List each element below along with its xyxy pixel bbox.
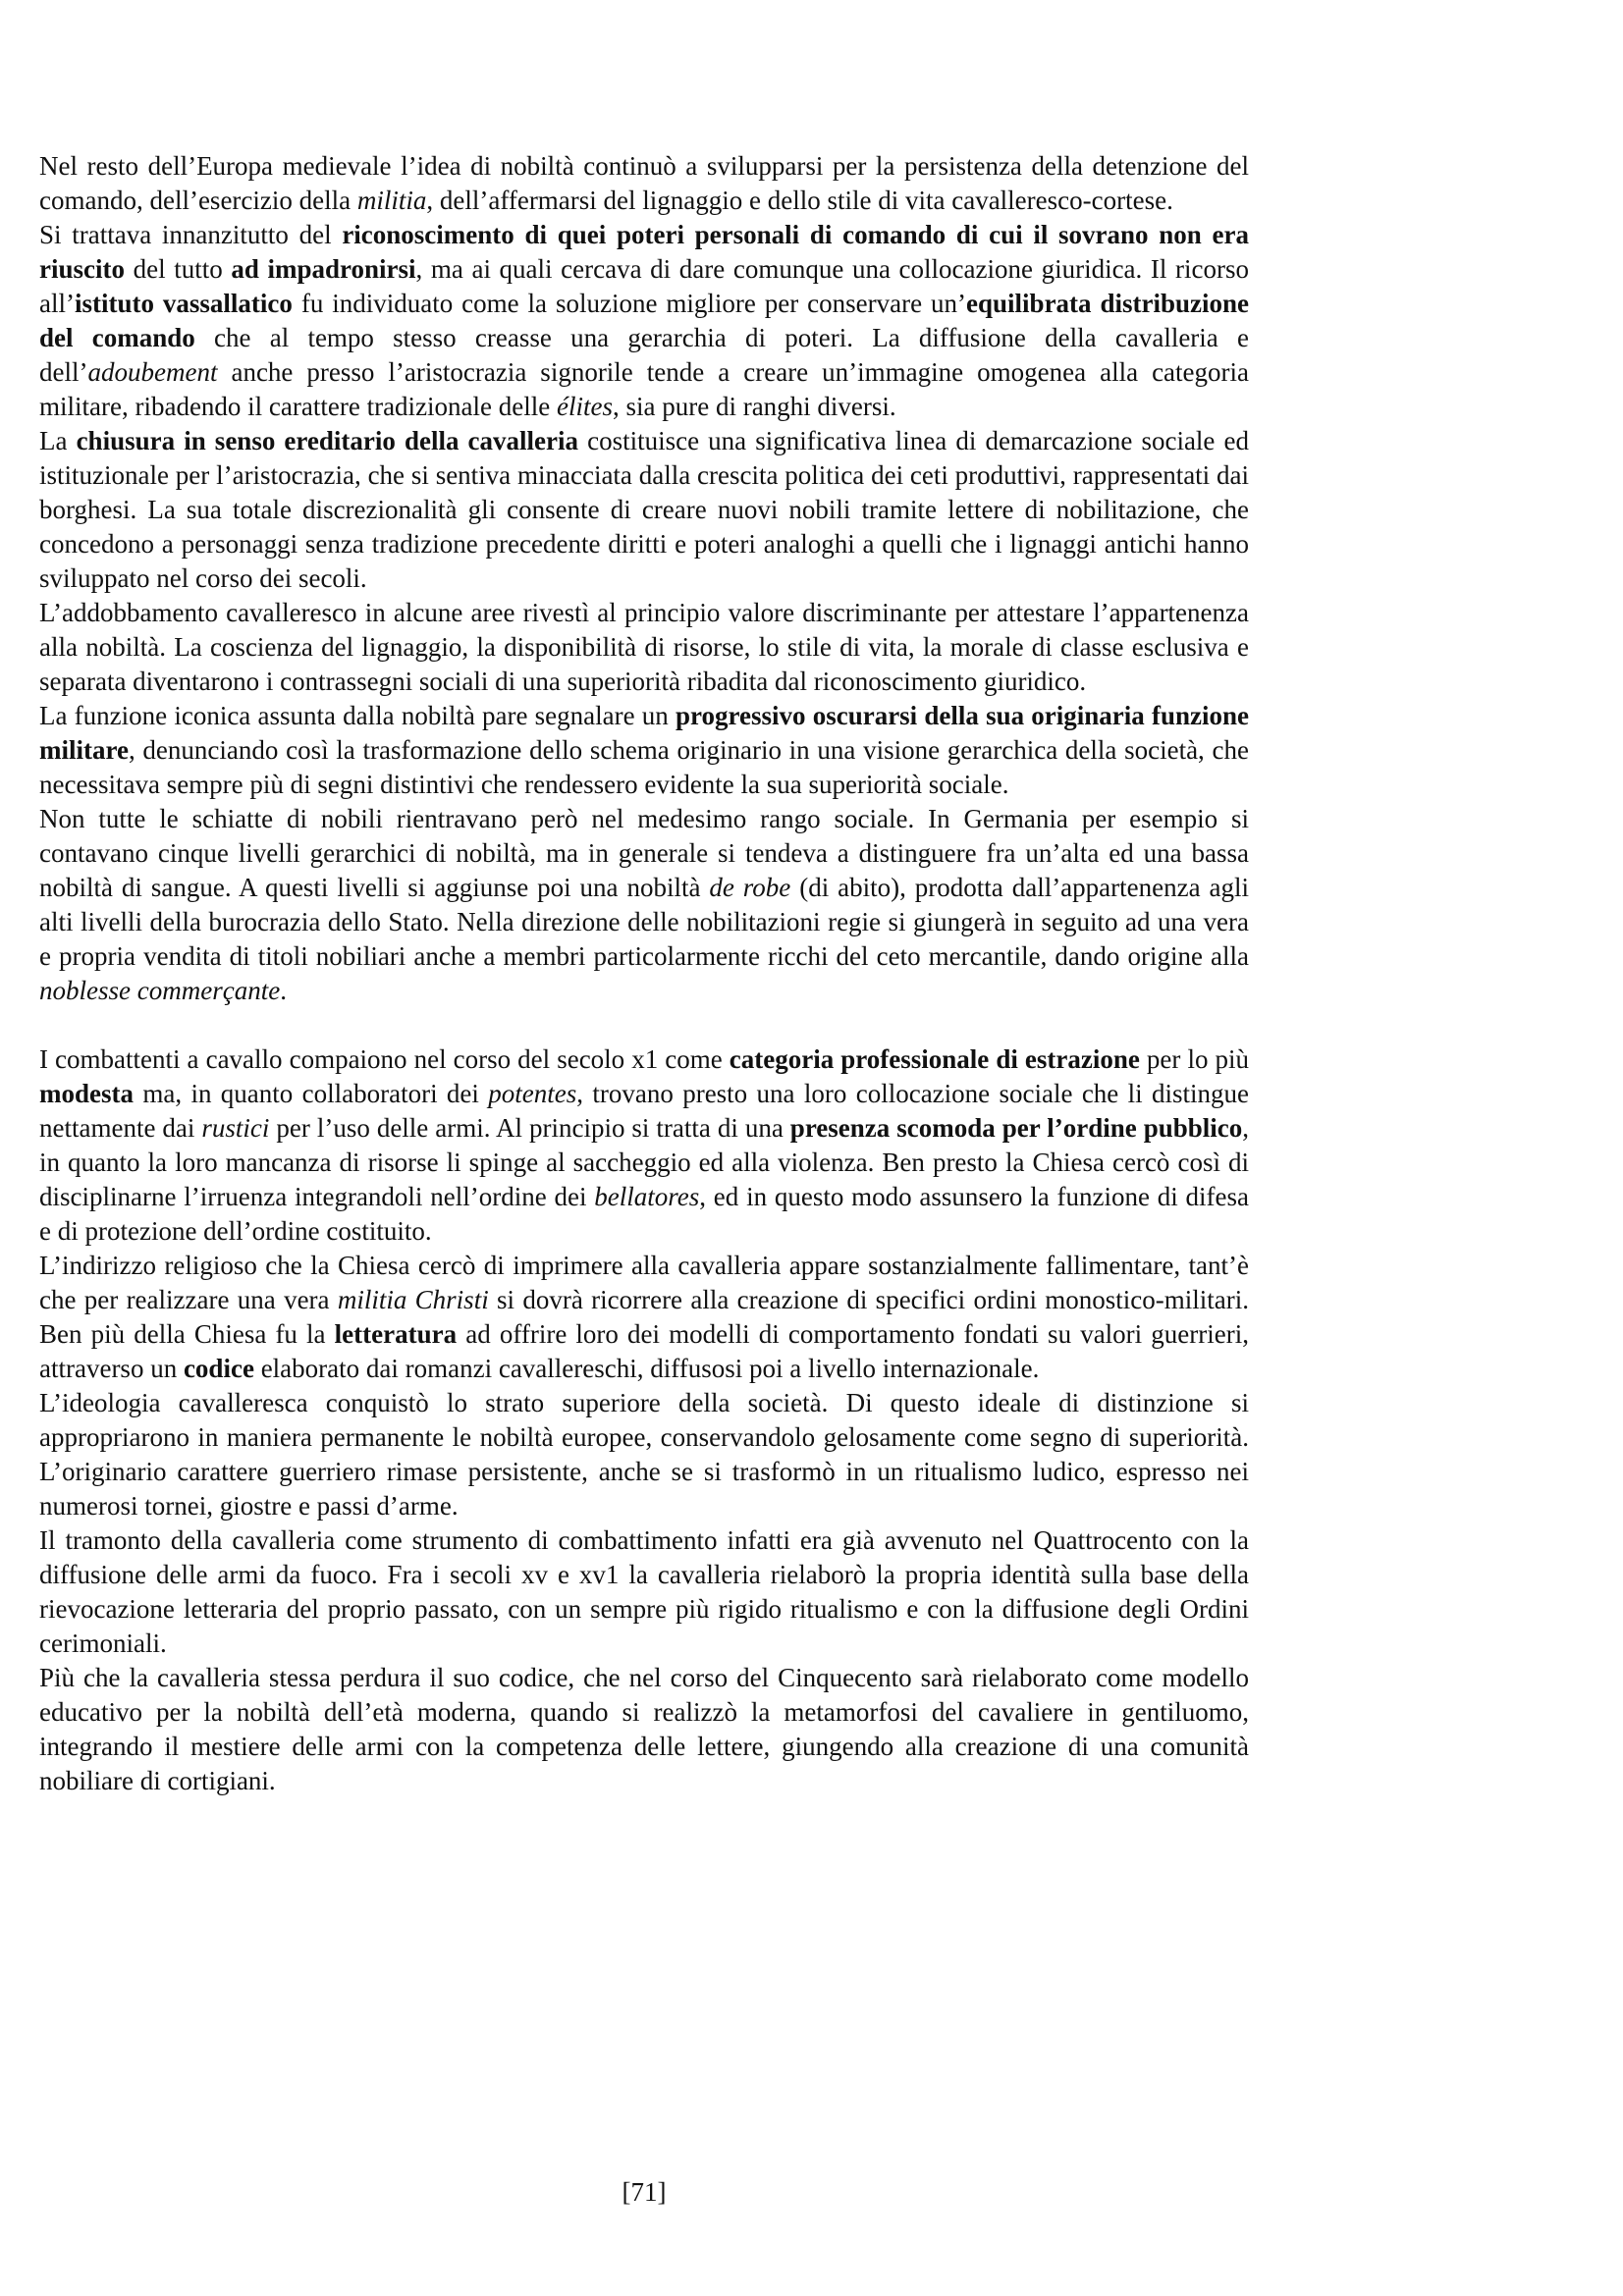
text-run: ad offrire loro dei modelli di comportamento fondati su valori guerrieri, attraverso un [39,1319,1249,1383]
italic-term: élites [557,392,613,421]
body-paragraph [39,802,1249,1008]
text-run: L’addobbamento cavalleresco in alcune aree rivestì al principio valore discriminante per attestare l’appartenenza alla nobiltà. La coscienza del lignaggio, la disponibilità di risorse, lo stile di vita, la morale di classe esclusiva e separata diventarono i contrassegni sociali di una superiorità ribadita dal riconoscimento giuridico. [39,598,1249,696]
text-run: Più che la cavalleria stessa perdura il suo codice, che nel corso del Cinquecento sarà rielaborato come modello educativo per la nobiltà dell’età moderna, quando si realizzò la metamorfosi del cavaliere in gentiluomo, integrando il mestiere delle armi con la competenza delle lettere, giungendo alla creazione di una comunità nobiliare di cortigiani. [39,1663,1249,1795]
body-paragraph [39,149,1249,218]
body-paragraph [39,1042,1249,1249]
text-run: , ma ai quali cercava di dare comunque una collocazione giuridica. Il ricorso all’ [39,254,1249,318]
text-run: , ed in questo modo assunsero la funzione di difesa e di protezione dell’ordine costituito. [39,1182,1249,1246]
bold-emphasis: modesta [39,1079,134,1108]
page-number: [71] [622,2177,667,2207]
bold-emphasis: codice [183,1354,254,1383]
text-run: costituisce una significativa linea di demarcazione sociale ed istituzionale per l’aristocrazia, che si sentiva minacciata dalla crescita politica dei ceti produttivi, rappresentati dai borghesi. La sua totale discrezionalità gli consente di creare nuovi nobili tramite lettere di nobilitazione, che concedono a personaggi senza tradizione precedente diritti e poteri analoghi a quelli che i lignaggi antichi hanno sviluppato nel corso dei secoli. [39,426,1249,593]
bold-emphasis: ad impadronirsi [231,254,416,284]
text-run: , trovano presto una loro collocazione sociale che li distingue nettamente dai [39,1079,1249,1143]
text-run: (di abito), prodotta dall’appartenenza agli alti livelli della burocrazia dello Stato. Nella direzione delle nobilitazioni regie si giungerà in seguito ad una vera e propria vendita di titoli nobiliari anche a membri particolarmente ricchi del ceto mercantile, dando origine alla [39,873,1249,971]
text-run: Il tramonto della cavalleria come strumento di combattimento infatti era già avvenuto nel Quattrocento con la diffusione delle armi da fuoco. Fra i secoli xv e xv1 la cavalleria rielaborò la propria identità sulla base della rievocazione letteraria del proprio passato, con un sempre più rigido ritualismo e con la diffusione degli Ordini cerimoniali. [39,1525,1249,1658]
text-run: , in quanto la loro mancanza di risorse li spinge al saccheggio ed alla violenza. Ben presto la Chiesa cercò così di disciplinarne l’irruenza integrandoli nell’ordine dei [39,1113,1249,1211]
body-paragraph [39,1386,1249,1523]
italic-term: de robe [709,873,791,902]
bold-emphasis: istituto vassallatico [74,289,293,318]
text-run: che al tempo stesso creasse una gerarchia di poteri. La diffusione della cavalleria e dell’ [39,323,1250,387]
text-run: , sia pure di ranghi diversi. [612,392,896,421]
italic-term: potentes [488,1079,577,1108]
text-run: I combattenti a cavallo compaiono nel corso del secolo x1 come [39,1044,730,1074]
text-run: Non tutte le schiatte di nobili rientravano però nel medesimo rango sociale. In Germania per esempio si contavano cinque livelli gerarchici di nobiltà, ma in generale si tendeva a distinguere fra un’alta ed una bassa nobiltà di sangue. A questi livelli si aggiunse poi una nobiltà [39,804,1249,902]
italic-term: bellatores [594,1182,700,1211]
text-run: fu individuato come la soluzione migliore per conservare un’ [292,289,967,318]
body-paragraph [39,699,1249,802]
italic-term: rustici [201,1113,270,1143]
text-run: del tutto [125,254,232,284]
body-paragraph [39,1249,1249,1386]
text-run: per l’uso delle armi. Al principio si tratta di una [269,1113,790,1143]
bold-emphasis: progressivo oscurarsi della sua originaria funzione militare [39,701,1249,765]
text-run: . [280,976,287,1005]
text-run: si dovrà ricorrere alla creazione di specifici ordini monostico-militari. Ben più della Chiesa fu la [39,1285,1249,1349]
italic-term: noblesse commerçante [39,976,281,1005]
italic-term: adoubement [87,357,218,387]
text-run: anche presso l’aristocrazia signorile tende a creare un’immagine omogenea alla categoria militare, ribadendo il carattere tradizionale delle [39,357,1249,421]
bold-emphasis: equilibrata distribuzione del comando [39,289,1249,352]
text-run: ma, in quanto collaboratori dei [134,1079,489,1108]
text-run: elaborato dai romanzi cavallereschi, diffusosi poi a livello internazionale. [253,1354,1040,1383]
body-paragraph [39,218,1249,424]
bold-emphasis: categoria professionale di estrazione [729,1044,1140,1074]
page-body [39,149,1249,1798]
body-paragraph [39,1523,1249,1661]
italic-term: militia Christi [337,1285,489,1314]
text-run: L’indirizzo religioso che la Chiesa cercò di imprimere alla cavalleria appare sostanzialmente fallimentare, tant’è che per realizzare una vera [39,1251,1249,1314]
body-paragraph [39,596,1249,699]
bold-emphasis: riconoscimento di quei poteri personali di comando di cui il sovrano non era riuscito [39,220,1249,284]
bold-emphasis: presenza scomoda per l’ordine pubblico [789,1113,1243,1143]
text-run: Si trattava innanzitutto del [39,220,343,249]
paragraph-spacer [39,1008,1249,1042]
text-run: L’ideologia cavalleresca conquistò lo strato superiore della società. Di questo ideale di distinzione si appropriarono in maniera permanente le nobiltà europee, conservandolo gelosamente come segno di superiorità. L’originario carattere guerriero rimase persistente, anche se si trasformò in un ritualismo ludico, espresso nei numerosi tornei, giostre e passi d’arme. [39,1388,1249,1521]
text-run: per lo più [1139,1044,1249,1074]
text-run: La funzione iconica assunta dalla nobiltà pare segnalare un [39,701,676,730]
body-paragraph [39,424,1249,596]
text-run: , dell’affermarsi del lignaggio e dello stile di vita cavalleresco-cortese. [426,186,1173,215]
text-run: La [39,426,77,455]
bold-emphasis: letteratura [334,1319,458,1349]
text-run: Nel resto dell’Europa medievale l’idea di nobiltà continuò a svilupparsi per la persistenza della detenzione del comando, dell’esercizio della [39,151,1249,215]
italic-term: militia [356,186,427,215]
body-paragraph [39,1661,1249,1798]
bold-emphasis: chiusura in senso ereditario della cavalleria [76,426,579,455]
text-run: , denunciando così la trasformazione dello schema originario in una visione gerarchica della società, che necessitava sempre più di segni distintivi che rendessero evidente la sua superiorità sociale. [39,735,1249,799]
